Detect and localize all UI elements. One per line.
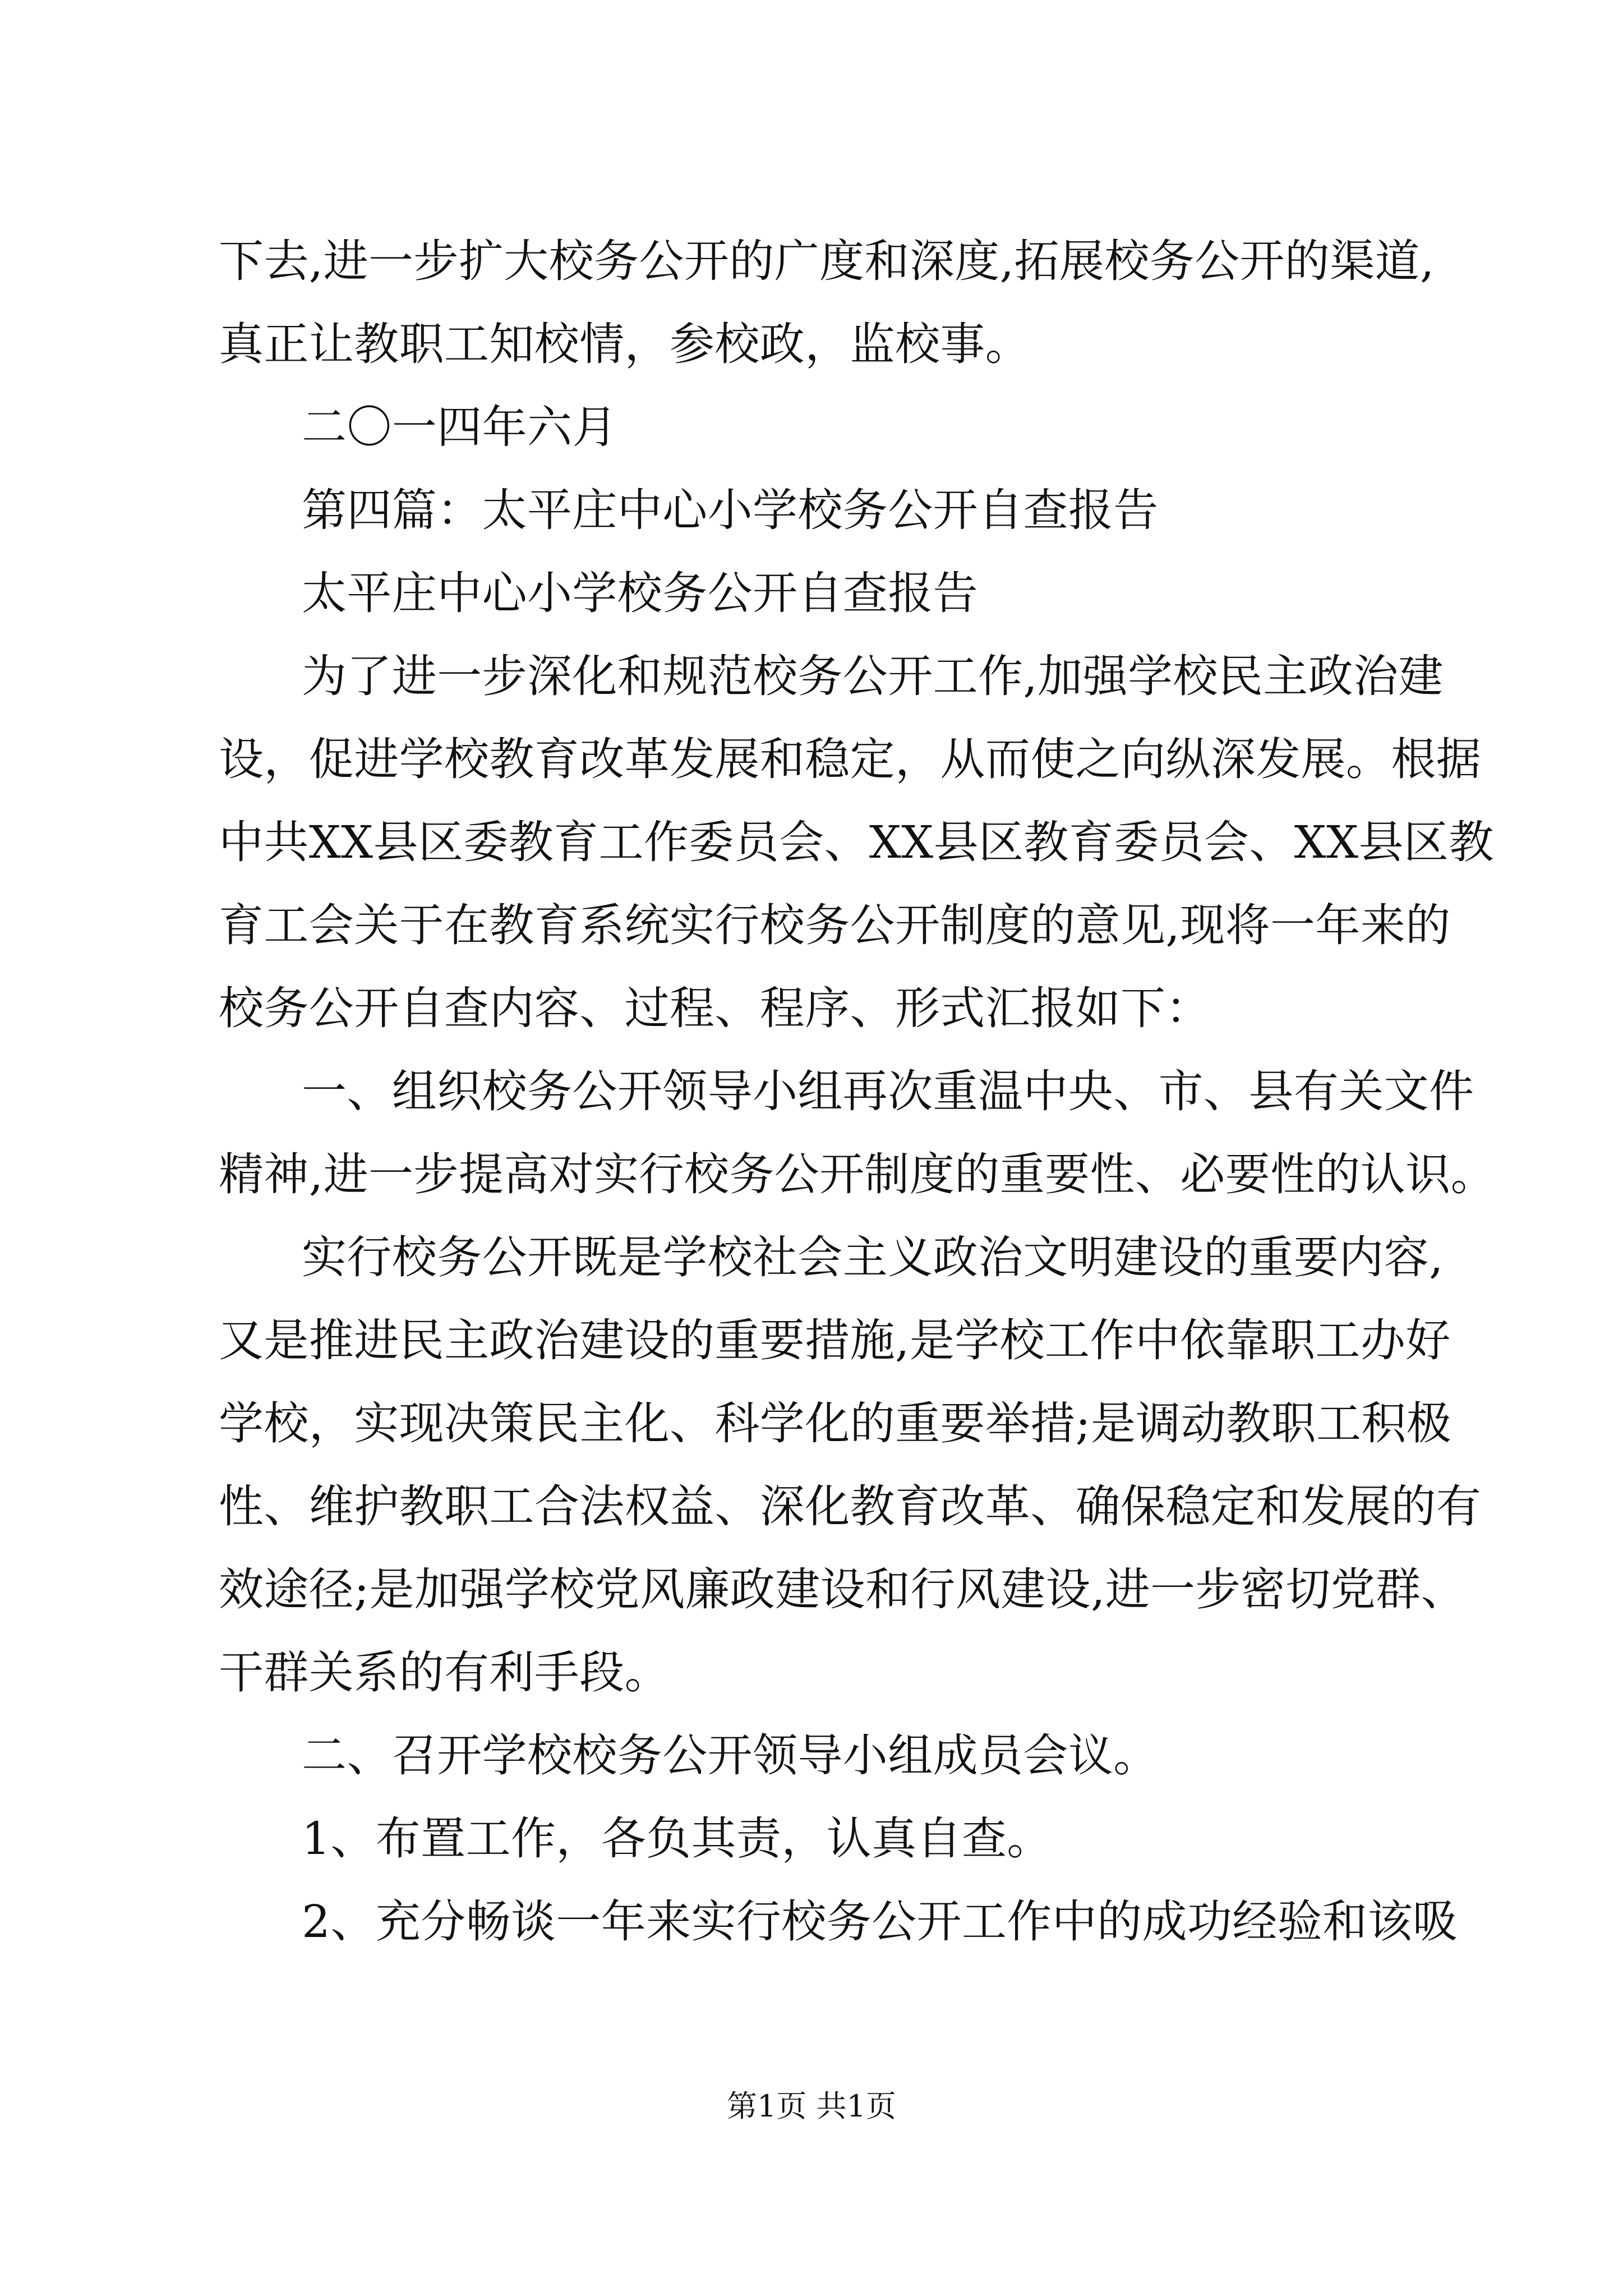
list-item: 2、充分畅谈一年来实行校务公开工作中的成功经验和该吸 [302, 1895, 1458, 1948]
paragraph-line: 性、维护教职工合法权益、深化教育改革、确保稳定和发展的有 [219, 1480, 1482, 1533]
page-number-footer: 第1页 共1页 [727, 2088, 896, 2124]
report-title: 太平庄中心小学校务公开自查报告 [302, 567, 978, 619]
paragraph-line: 真正让教职工知校情，参校政，监校事。 [219, 318, 1031, 370]
date-line: 二〇一四年六月 [302, 401, 617, 453]
paragraph-line: 育工会关于在教育系统实行校务公开制度的意见,现将一年来的 [219, 899, 1451, 951]
paragraph-line: 一、组织校务公开领导小组再次重温中央、市、县有关文件 [302, 1065, 1474, 1117]
paragraph-line: 校务公开自查内容、过程、程序、形式汇报如下： [219, 982, 1211, 1034]
section-heading: 二、召开学校校务公开领导小组成员会议。 [302, 1729, 1159, 1782]
paragraph-line: 学校，实现决策民主化、科学化的重要举措;是调动教职工积极 [219, 1397, 1452, 1450]
paragraph-line: 设，促进学校教育改革发展和稳定，从而使之向纵深发展。根据 [219, 733, 1482, 785]
list-item: 1、布置工作，各负其责，认真自查。 [302, 1812, 1052, 1865]
paragraph-line: 干群关系的有利手段。 [219, 1646, 670, 1699]
paragraph-line: 实行校务公开既是学校社会主义政治文明建设的重要内容, [302, 1231, 1444, 1283]
paragraph-line: 中共XX县区委教育工作委员会、XX县区教育委员会、XX县区教 [219, 816, 1494, 868]
paragraph-line: 下去,进一步扩大校务公开的广度和深度,拓展校务公开的渠道, [219, 235, 1435, 287]
paragraph-line: 为了进一步深化和规范校务公开工作,加强学校民主政治建 [302, 650, 1444, 702]
paragraph-line: 精神,进一步提高对实行校务公开制度的重要性、必要性的认识。 [219, 1148, 1496, 1200]
document-body [219, 220, 1496, 1963]
section-heading: 第四篇：太平庄中心小学校务公开自查报告 [302, 484, 1159, 536]
paragraph-line: 效途径;是加强学校党风廉政建设和行风建设,进一步密切党群、 [219, 1563, 1466, 1616]
paragraph-line: 又是推进民主政治建设的重要措施,是学校工作中依靠职工办好 [219, 1314, 1451, 1366]
